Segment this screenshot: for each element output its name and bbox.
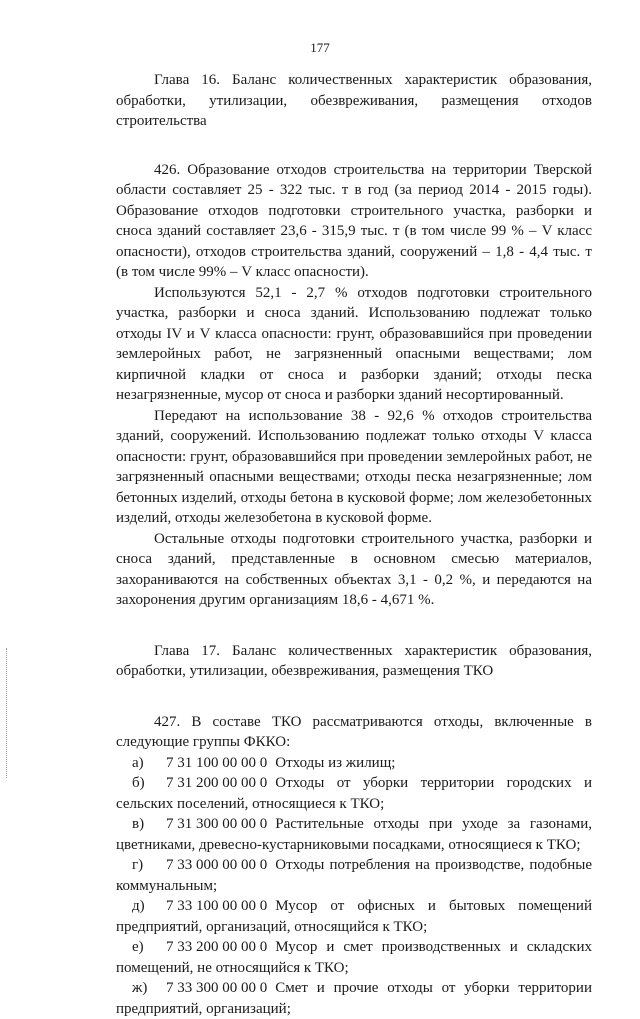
list-item-text: Смет и прочие отходы от уборки территории предприятий, организаций; [116,980,592,1017]
list-item-text: Отходы потребления на производстве, подобные коммунальным; [116,857,592,894]
paragraph-427-intro: 427. В составе ТКО рассматриваются отходы, включенные в следующие группы ФККО: [116,712,592,753]
list-marker: е) [132,937,166,958]
fkko-code: 7 33 300 00 00 0 [166,978,267,999]
list-marker: б) [132,773,166,794]
paragraph-426-remaining: Остальные отходы подготовки строительного участка, разборки и сноса зданий, представленные в основном смесью материалов, захораниваются на собственных объектах 3,1 - 0,2 %, и передаются на захоронения другим организациям 18,6 - 4,671 %. [116,529,592,611]
list-item [116,978,592,1019]
list-item [116,855,592,896]
list-marker: в) [132,814,166,835]
paragraph-426-usage: Используются 52,1 - 2,7 % отходов подготовки строительного участка, разборки и сноса зданий. Использованию подлежат только отходы IV и V класса опасности: грунт, образовавшийся при проведении землеройных работ, не загрязненный опасными веществами; лом кирпичной кладки от сноса и разборки зданий; отходы песка незагрязненные, мусор от сноса и разборки зданий несортированный. [116,283,592,406]
list-item-text: Отходы от уборки территории городских и сельских поселений, относящиеся к ТКО; [116,775,592,812]
list-item-text: Мусор и смет производственных и складских помещений, не относящийся к ТКО; [116,939,592,976]
paragraph-426-transfer: Передают на использование 38 - 92,6 % отходов строительства зданий, сооружений. Использованию подлежат только отходы V класса опасности: грунт, образовавшийся при проведении землеройных работ, не загрязненный опасными веществами; отходы песка незагрязненные; лом бетонных изделий, отходы бетона в кусковой форме; лом железобетонных изделий, отходы железобетона в кусковой форме. [116,406,592,529]
list-item-text: Растительные отходы при уходе за газонами, цветниками, древесно-кустарниковыми посадками, относящиеся к ТКО; [116,816,592,853]
fkko-code: 7 31 200 00 00 0 [166,773,267,794]
fkko-code: 7 33 100 00 00 0 [166,896,267,917]
list-marker: д) [132,896,166,917]
fkko-group-list [116,753,592,1019]
chapter-16-heading: Глава 16. Баланс количественных характеристик образования, обработки, утилизации, обезвреживания, размещения отходов строительства [116,70,592,132]
fkko-code: 7 31 100 00 00 0 [166,753,267,774]
list-item [116,753,592,774]
list-marker: а) [132,753,166,774]
list-item [116,896,592,937]
list-item [116,814,592,855]
list-item [116,773,592,814]
document-body [116,70,592,1019]
fkko-code: 7 33 000 00 00 0 [166,855,267,876]
list-item-text: Мусор от офисных и бытовых помещений предприятий, организаций, относящийся к ТКО; [116,898,592,935]
paragraph-426: 426. Образование отходов строительства на территории Тверской области составляет 25 - 322 тыс. т в год (за период 2014 - 2015 годы). Образование отходов подготовки строительного участка, разборки и сноса зданий составляет 23,6 - 315,9 тыс. т (в том числе 99 % – V класс опасности), отходов строительства зданий, сооружений – 1,8 - 4,4 тыс. т (в том числе 99% – V класс опасности). [116,160,592,283]
page-number: 177 [0,40,640,56]
scan-artifact-dots [6,648,9,778]
list-marker: ж) [132,978,166,999]
chapter-17-heading: Глава 17. Баланс количественных характеристик образования, обработки, утилизации, обезвреживания, размещения ТКО [116,641,592,682]
list-item [116,937,592,978]
list-marker: г) [132,855,166,876]
fkko-code: 7 33 200 00 00 0 [166,937,267,958]
fkko-code: 7 31 300 00 00 0 [166,814,267,835]
list-item-text: Отходы из жилищ; [275,755,395,771]
